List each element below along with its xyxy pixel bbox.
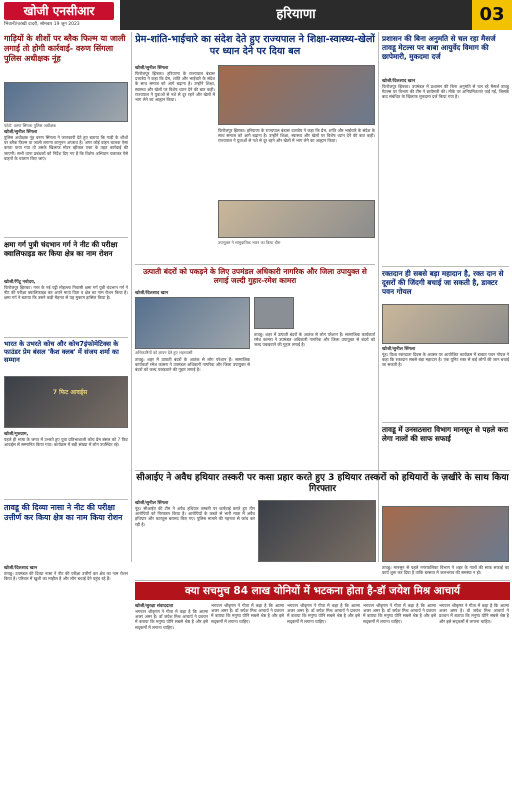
- photo-portrait: [254, 297, 294, 329]
- divider: [382, 266, 509, 267]
- headline-kshama-garg: क्षमा गर्ग पुत्री चंदभान गर्ग ने नीट की परीक्षा क्वालिफाइड कर किया क्षेत्र का नाम रोशन: [4, 240, 118, 258]
- headline-governor: प्रेम-शांति-भाईचारे का संदेश देते हुए राज्यपाल ने शिक्षा-स्वास्थ्य-खेलों पर ध्यान देने पर दिया बल: [135, 34, 375, 57]
- byline: खोजी/दिलशाद खान: [382, 79, 416, 84]
- photo-blood-donation: [382, 304, 509, 344]
- byline: खोजी/दिलशाद खान: [4, 566, 38, 571]
- divider: [382, 422, 509, 423]
- photo-award-event: [4, 376, 128, 428]
- divider: [4, 237, 128, 238]
- headline-84-lakh: क्या सचमुच 84 लाख योनियों में भटकना होता है-डॉ जयेश मिश्र आचार्य: [135, 582, 510, 600]
- byline: खोजी/सुरक्षा संवाददाता: [135, 604, 174, 609]
- headline-drain-cleaning: तावडू में उनसठसरा विभाग मानसून से पहले करा लेगा नालों की साफ सफाई: [382, 425, 509, 443]
- photo-caption: अधिकारियों को ज्ञापन देते हुए शहरवासी: [135, 350, 193, 355]
- photo-sp-varun-singla: [4, 82, 128, 122]
- article-body: भगवान श्रीकृष्ण ने गीता में कहा है कि आत्मा अजर अमर है। डॉ जयेश मिश्र आचार्य ने प्रवचन में बताया कि मनुष्य योनि सबसे श्रेष्ठ है और इसे सद्कर्मों में लगाना चाहिए।: [363, 603, 436, 624]
- divider: [135, 264, 375, 265]
- article-body: फिरोजपुर झिरका। हरियाणा के राज्यपाल बंडारू दत्तात्रेय ने कहा कि प्रेम, शांति और भाईचारे के संदेश के साथ समाज को आगे बढ़ाना है। उन्होंने शिक्षा, स्वास्थ्य और खेलों पर विशेष ध्यान देने की बात कही। राज्यपाल ने युवाओं से नशे से दूर रहने और खेलों में भाग लेने का आह्वान किया।: [218, 128, 375, 144]
- photo-caption: फोटो: वरुण सिंगला पुलिस अधीक्षक: [4, 123, 57, 128]
- column-divider: [131, 32, 132, 562]
- article-body: भगवान श्रीकृष्ण ने गीता में कहा है कि आत्मा अजर अमर है। डॉ जयेश मिश्र आचार्य ने प्रवचन में बताया कि मनुष्य योनि सबसे श्रेष्ठ है और इसे सद्कर्मों में लगाना चाहिए।: [135, 609, 208, 630]
- divider: [135, 470, 510, 471]
- photo-memorandum: [135, 297, 250, 349]
- article-body: फिरोजपुर झिरका। उपमंडल में प्रशासन की बिना अनुमति से चल रहे मैसर्ज तावडू मेटल्स पर विभाग की टीम ने छापेमारी की। मौके पर अनियमितताएं पाई गईं, जिसके बाद संबंधित के खिलाफ मुकदमा दर्ज किया गया है।: [382, 84, 509, 100]
- dateline: भिवानी/चरखी दादरी, सोमवार 19 जून 2023: [4, 22, 80, 27]
- photo-award-label: 7 फिट आवर्ड्स: [52, 389, 88, 396]
- byline: खोजी/पिंटू नवोदय,: [4, 280, 36, 285]
- section-title: हरियाणा: [276, 7, 316, 22]
- headline-cia-arms: सीआईए ने अवैध हथियार तस्करी पर कसा प्रहार करते हुए 3 हथियार तस्करों को हथियारों के ज़खीरे के साथ किया गिरफ्तार: [136, 473, 509, 495]
- headline-divya-nasa: तावडू की दिव्या नासा ने नीट की परीक्षा उत्तीर्ण कर किया क्षेत्र का नाम किया रोशन: [4, 503, 123, 522]
- article-body: तावडू। उपमंडल की दिव्या नासा ने नीट की परीक्षा उत्तीर्ण कर क्षेत्र का नाम रोशन किया है। परिवार में खुशी का माहौल है और लोग बधाई देने पहुंच रहे हैं।: [4, 571, 128, 582]
- article-body: तावडू। मानसून से पहले नगरपालिका विभाग ने शहर के नालों की साफ सफाई का कार्य शुरू कर दिया है ताकि बरसात में जलभराव की समस्या न हो।: [382, 565, 509, 576]
- photo-caption: उपायुक्त ने सामुदायिक भवन का किया दौरा: [218, 240, 281, 245]
- article-body: फिरोजपुर झिरका। नगर के नई पट्टी मोहल्ला निवासी क्षमा गर्ग पुत्री चंदभान गर्ग ने नीट की परीक्षा क्वालिफाइड कर अपने माता पिता व क्षेत्र का नाम रोशन किया है। क्षमा गर्ग ने बताया कि उसने कड़ी मेहनत से यह मुकाम हासिल किया है।: [4, 285, 128, 301]
- byline: खोजी/सुनील सिंगला: [135, 501, 169, 506]
- byline: खोजी/सुनील सिंगला: [135, 66, 169, 71]
- article-body: नूंह। सीआईए की टीम ने अवैध हथियार तस्करी पर कार्रवाई करते हुए तीन आरोपियों को गिरफ्तार किया है। आरोपियों के कब्जे से भारी मात्रा में अवैध हथियार और कारतूस बरामद किए गए। पुलिस मामले की गहनता से जांच कर रही है।: [135, 506, 255, 527]
- article-body: भगवान श्रीकृष्ण ने गीता में कहा है कि आत्मा अजर अमर है। डॉ जयेश मिश्र आचार्य ने प्रवचन में बताया कि मनुष्य योनि सबसे श्रेष्ठ है और इसे सद्कर्मों में लगाना चाहिए।: [439, 603, 509, 624]
- masthead-logo: खोजी एनसीआर: [4, 2, 114, 20]
- masthead-block: [0, 0, 120, 30]
- page-number: 03: [472, 0, 512, 30]
- headline-monkeys: उत्पाती बंदरों को पकड़ने के लिए उपमंडल अधिकारी नागरिक और जिला उपायुक्त से लगाई जल्दी गुहार-रमेश कामरा: [143, 267, 367, 286]
- photo-community-hall: [218, 200, 375, 238]
- byline: खोजी/सुनील सिंगला: [4, 130, 38, 135]
- divider: [135, 580, 510, 581]
- article-body: भगवान श्रीकृष्ण ने गीता में कहा है कि आत्मा अजर अमर है। डॉ जयेश मिश्र आचार्य ने प्रवचन में बताया कि मनुष्य योनि सबसे श्रेष्ठ है और इसे सद्कर्मों में लगाना चाहिए।: [287, 603, 360, 624]
- headline-metals-raid: प्रशासन की बिना अनुमति से चल रहा मैसर्ज तावडू मेटल्स पर बाबा आयुर्वेद विमाग की छापेमारी, मुकदमा दर्ज: [382, 34, 496, 61]
- article-body: तावडू। शहर में उत्पाती बंदरों के आतंक से लोग परेशान हैं। सामाजिक कार्यकर्ता रमेश कामरा ने उपमंडल अधिकारी नागरिक और जिला उपायुक्त से बंदरों को जल्द पकड़वाने की गुहार लगाई है।: [135, 357, 250, 373]
- headline-coach-award: भारत के उभरते कोच और कोच7इंफोमेटिक्स के फाउंडर प्रेम बंसल 'कैश क्लब' में संजय शर्मा का सम्मान: [4, 340, 119, 365]
- photo-drain-cleaning: [382, 506, 509, 562]
- article-body: फिरोजपुर झिरका। हरियाणा के राज्यपाल बंडारू दत्तात्रेय ने कहा कि प्रेम, शांति और भाईचारे के संदेश के साथ समाज को आगे बढ़ाना है। उन्होंने शिक्षा, स्वास्थ्य और खेलों पर विशेष ध्यान देने की बात कही। राज्यपाल ने युवाओं से नशे से दूर रहने और खेलों में भाग लेने का आह्वान किया।: [135, 71, 215, 103]
- byline: खोजी/सुनील सिंगला: [382, 347, 416, 352]
- article-body: पुलिस अधीक्षक नूंह वरुण सिंगला ने जानकारी देते हुए बताया कि गाड़ी के शीशों पर ब्लैक फिल्म या जाली लगाना कानूनन अपराध है। अगर कोई वाहन चालक ऐसा करता पाया गया तो उसके खिलाफ मोटर व्हीकल एक्ट के तहत कार्रवाई की जाएगी। सभी थाना प्रबंधकों को निर्देश दिए गए हैं कि विशेष अभियान चलाकर ऐसे वाहनों के चालान किए जाएं।: [4, 135, 128, 161]
- byline: खोजी/गुरुग्राम,: [4, 432, 29, 437]
- article-body: पहले ही भाषा के जगत में उभरते हुए युवा प्रतिभाशाली कोच प्रेम बंसल को 7 फिट आवर्ड्स से सम्मानित किया गया। कार्यक्रम में बड़ी संख्या में लोग उपस्थित रहे।: [4, 437, 128, 448]
- article-body: तावडू। शहर में उत्पाती बंदरों के आतंक से लोग परेशान हैं। सामाजिक कार्यकर्ता रमेश कामरा ने उपमंडल अधिकारी नागरिक और जिला उपायुक्त से बंदरों को जल्द पकड़वाने की गुहार लगाई है।: [254, 332, 375, 348]
- byline: खोजी/दिलशाद खान: [135, 291, 169, 296]
- headline-black-film: गाड़ियों के शीशों पर ब्लैक फिल्म या जाली लगाई तो होगी कार्रवाई- वरुण सिंगला पुलिस अधीक्षक नूंह: [4, 34, 126, 63]
- photo-seized-weapons: [258, 500, 376, 562]
- article-body: भगवान श्रीकृष्ण ने गीता में कहा है कि आत्मा अजर अमर है। डॉ जयेश मिश्र आचार्य ने प्रवचन में बताया कि मनुष्य योनि सबसे श्रेष्ठ है और इसे सद्कर्मों में लगाना चाहिए।: [211, 603, 284, 624]
- divider: [4, 499, 128, 500]
- article-body: नूंह। विश्व रक्तदाता दिवस के अवसर पर आयोजित कार्यक्रम में डाक्टर पवन गोयल ने कहा कि रक्तदान सबसे बड़ा महादान है। एक यूनिट रक्त से कई लोगों की जान बचाई जा सकती है।: [382, 352, 509, 368]
- headline-blood-donation: रक्तदान ही सबसे बड़ा महादान है, रक्त दान से दूसरों की जिंदगी बचाई जा सकती है, डाक्टर पवन गोयल: [382, 269, 504, 296]
- divider: [4, 337, 128, 338]
- photo-governor-event: [218, 65, 375, 125]
